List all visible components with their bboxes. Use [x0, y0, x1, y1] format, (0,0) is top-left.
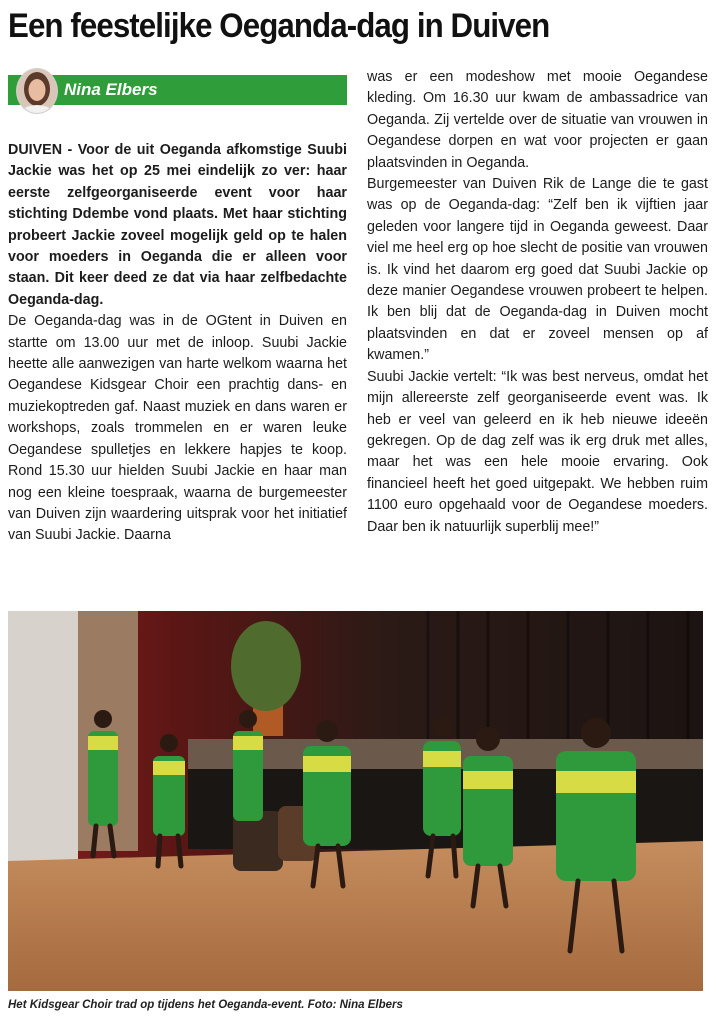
author-bar — [8, 68, 347, 112]
author-name: Nina Elbers — [64, 80, 158, 99]
author-avatar — [16, 68, 58, 114]
photo-caption: Het Kidsgear Choir trad op tijdens het Oeganda-event. Foto: Nina Elbers — [8, 999, 403, 1011]
choir-photo-illustration — [8, 611, 703, 991]
paragraph-2: was er een modeshow met mooie Oegandese kleding. Om 16.30 uur kwam de ambassadrice van Oeganda. Zij vertelde over de situatie van vrouwen in Oegandese dorpen en wat voor projecten er gaan plaatsvinden in Oeganda. — [367, 69, 708, 171]
article-lead — [8, 140, 347, 311]
article-column-left — [8, 140, 347, 547]
lead-dateline: DUIVEN - — [8, 142, 78, 158]
paragraph-4: Suubi Jackie vertelt: “Ik was best nerveus, omdat het mijn allereerste zelf georganiseerde event was. Ik heb er veel van geleerd en ik heb nieuwe ideeën gekregen. Op de dag zelf was ik erg druk met alles, maar het was een hele mooie ervaring. Ook financieel heeft het goed uitgepakt. We hebben ruim 1100 euro opgehaald voor de Oegandese moeders. Daar ben ik natuurlijk superblij mee!” — [367, 368, 708, 535]
article-column-right — [367, 67, 708, 538]
article-title: Een feestelijke Oeganda-dag in Duiven — [8, 7, 550, 45]
article-photo — [8, 611, 703, 991]
author-avatar-icon — [17, 69, 57, 113]
paragraph-3: Burgemeester van Duiven Rik de Lange die te gast was op de Oeganda-dag: “Zelf ben ik vijftien jaar geleden voor langere tijd in Oeganda geweest. Daar viel me heel erg op hoe slecht de positie van vrouwen is. Ik vind het daarom erg goed dat Suubi Jackie op deze manier Oegandese vrouwen probeert te helpen. Ik ben blij dat de Oeganda-dag in Duiven mocht plaatsvinden en dat er zoveel mensen op af kwamen.” — [367, 176, 708, 364]
lead-text: Voor de uit Oeganda afkomstige Suubi Jackie was het op 25 mei eindelijk zo ver: haar eerste zelfgeorganiseerde event voor haar stichting Ddembe vond plaats. Met haar stichting probeert Jackie zoveel mogelijk geld op te halen voor moeders in Oeganda die er alleen voor staan. Dit keer deed ze dat via haar zelfbedachte Oeganda-dag. — [8, 142, 347, 308]
author-bar-background — [8, 75, 347, 105]
paragraph-1: De Oeganda-dag was in de OGtent in Duiven en startte om 13.00 uur met de inloop. Suubi Jackie heette alle aanwezigen van harte welkom waarna het Oegandese Kidsgear Choir een prachtig dans- en muziekoptreden gaf. Naast muziek en dans waren er workshops, zoals trommelen en er waren leuke Oegandese spulletjes en lekkere hapjes te koop. Rond 15.30 uur hielden Suubi Jackie en haar man nog een kleine toespraak, waarna de burgemeester van Duiven zijn waardering uitsprak voor het initiatief van Suubi Jackie. Daarna — [8, 313, 347, 544]
